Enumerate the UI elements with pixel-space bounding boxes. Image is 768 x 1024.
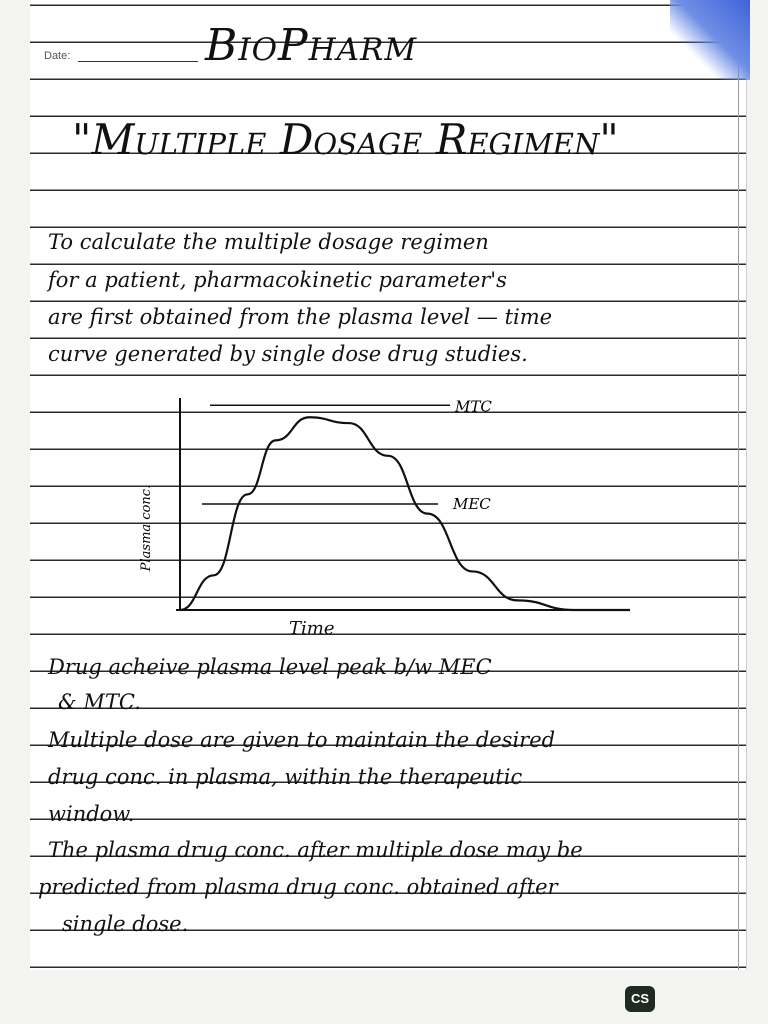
para2-line-6: The plasma drug conc. after multiple dose may be	[48, 838, 583, 862]
para1-line-2: for a patient, pharmacokinetic parameter's	[48, 268, 507, 292]
plasma-curve	[180, 417, 630, 610]
camscanner-logo: CS	[625, 986, 655, 1012]
y-axis-label: Plasma conc.	[139, 484, 154, 572]
para2-line-4: drug conc. in plasma, within the therapeutic	[48, 765, 523, 789]
para2-line-7: predicted from plasma drug conc. obtained after	[38, 875, 558, 899]
main-title: BioPharm	[205, 20, 418, 71]
margin-line	[738, 0, 739, 970]
para2-line-1: Drug acheive plasma level peak b/w MEC	[48, 655, 492, 679]
para1-line-3: are first obtained from the plasma level — time	[48, 305, 553, 329]
mec-label: MEC	[453, 495, 491, 513]
para2-line-5: window.	[48, 802, 135, 826]
para1-line-1: To calculate the multiple dosage regimen	[48, 230, 489, 254]
para2-line-2: & MTC.	[58, 690, 141, 714]
plasma-level-chart	[120, 378, 660, 623]
date-line	[78, 61, 198, 62]
x-axis-label: Time	[289, 618, 335, 639]
para2-line-8: single dose.	[62, 912, 189, 936]
date-label: Date:	[44, 50, 71, 62]
corner-decoration	[670, 0, 750, 80]
subtitle: "Multiple Dosage Regimen"	[72, 115, 619, 164]
mtc-label: MTC	[455, 397, 492, 416]
para1-line-4: curve generated by single dose drug studies.	[48, 342, 528, 366]
para2-line-3: Multiple dose are given to maintain the desired	[48, 728, 556, 752]
